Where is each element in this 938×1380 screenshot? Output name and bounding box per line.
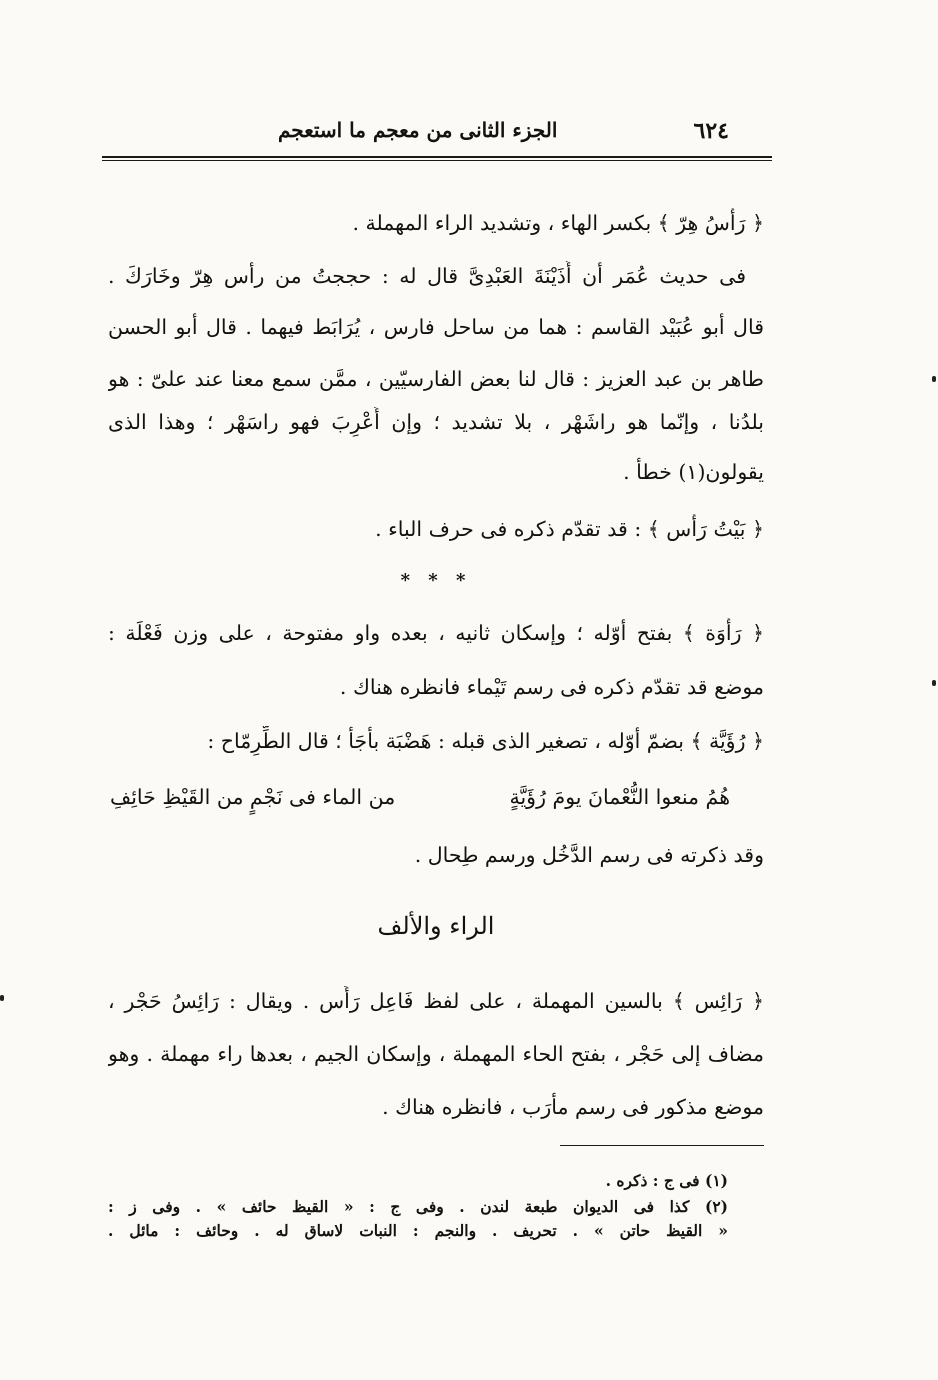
text-line: وقد ذكرته فى رسم الدَّخُل ورسم طِحال . — [414, 843, 764, 867]
text-line: قال أبو عُبَيْد القاسم : هما من ساحل فارس ، يُرَابَط فيهما . قال أبو الحسن — [108, 315, 764, 339]
book-page — [108, 112, 764, 1362]
text-line: ﴿ رَائِس ﴾ بالسين المهملة ، على لفظ فَاعِل رَأَس . ويقال : رَائِسُ حَجْر ، — [108, 989, 764, 1013]
text-line: موضع قد تقدّم ذكره فى رسم تَيْماء فانظره هناك . — [339, 675, 764, 699]
text-line: مضاف إلى حَجْر ، بفتح الحاء المهملة ، وإسكان الجيم ، بعدها راء مهملة . وهو — [108, 1042, 764, 1066]
text-line: ﴿ رَأْوَة ﴾ بفتح أوّله ؛ وإسكان ثانيه ، بعده واو مفتوحة ، على وزن فَعْلَة : — [108, 621, 764, 645]
text-line: موضع مذكور فى رسم مأرَب ، فانظره هناك . — [382, 1095, 764, 1119]
section-heading: الراء والألف — [377, 912, 495, 940]
section-separator: * * * — [400, 570, 472, 591]
footnote-1: (١) فى ج : ذكره . — [605, 1171, 728, 1190]
text-line: يقولون(١) خطأ . — [623, 460, 764, 484]
footnote-2-continued: « القيظ حاتن » . تحريف . والنجم : النبات لاساق له . وحائف : مائل . — [108, 1221, 728, 1240]
header-rule-thin — [102, 160, 772, 161]
text-line: طاهر بن عبد العزيز : قال لنا بعض الفارسيّين ، ممَّن سمع معنا عند علىّ : هو — [108, 367, 764, 391]
page-number: ٦٢٤ — [693, 118, 729, 144]
text-line: فى حديث عُمَر أن أُذَيْنَةَ العَبْدِىَّ قال له : حججتُ من رأس هِرّ وخَارَكَ . — [108, 264, 746, 288]
verse-hemistich-second: من الماء فى نَجْمٍ من القَيْظِ حَائِفِ — [110, 785, 396, 809]
edge-mark — [0, 995, 4, 1001]
edge-mark — [932, 376, 936, 382]
verse-hemistich-first: هُمُ منعوا النُّعْمانَ يومَ رُؤَيَّةٍ — [509, 785, 730, 809]
page-header — [108, 112, 764, 152]
footnote-rule — [560, 1145, 764, 1146]
running-title: الجزء الثانى من معجم ما استعجم — [278, 118, 558, 142]
text-line: بلدُنا ، وإنّما هو راشَهْر ، بلا تشديد ؛ وإن أُعْرِبَ فهو راسَهْر ؛ وهذا الذى — [108, 410, 764, 434]
header-rule — [102, 156, 772, 158]
text-line: ﴿ رَأْسُ هِرّ ﴾ بكسر الهاء ، وتشديد الراء المهملة . — [352, 211, 764, 235]
edge-mark — [932, 680, 936, 686]
text-line: ﴿ بَيْتُ رَأْس ﴾ : قد تقدّم ذكره فى حرف الباء . — [375, 517, 764, 541]
text-line: ﴿ رُؤَيَّة ﴾ بضمّ أوّله ، تصغير الذى قبله : هَضْبَة بأَجَأ ؛ قال الطِّرِمّاح : — [207, 729, 764, 753]
footnote-2: (٢) كذا فى الديوان طبعة لندن . وفى ج : « القيظ حائف » . وفى ز : — [108, 1197, 728, 1216]
